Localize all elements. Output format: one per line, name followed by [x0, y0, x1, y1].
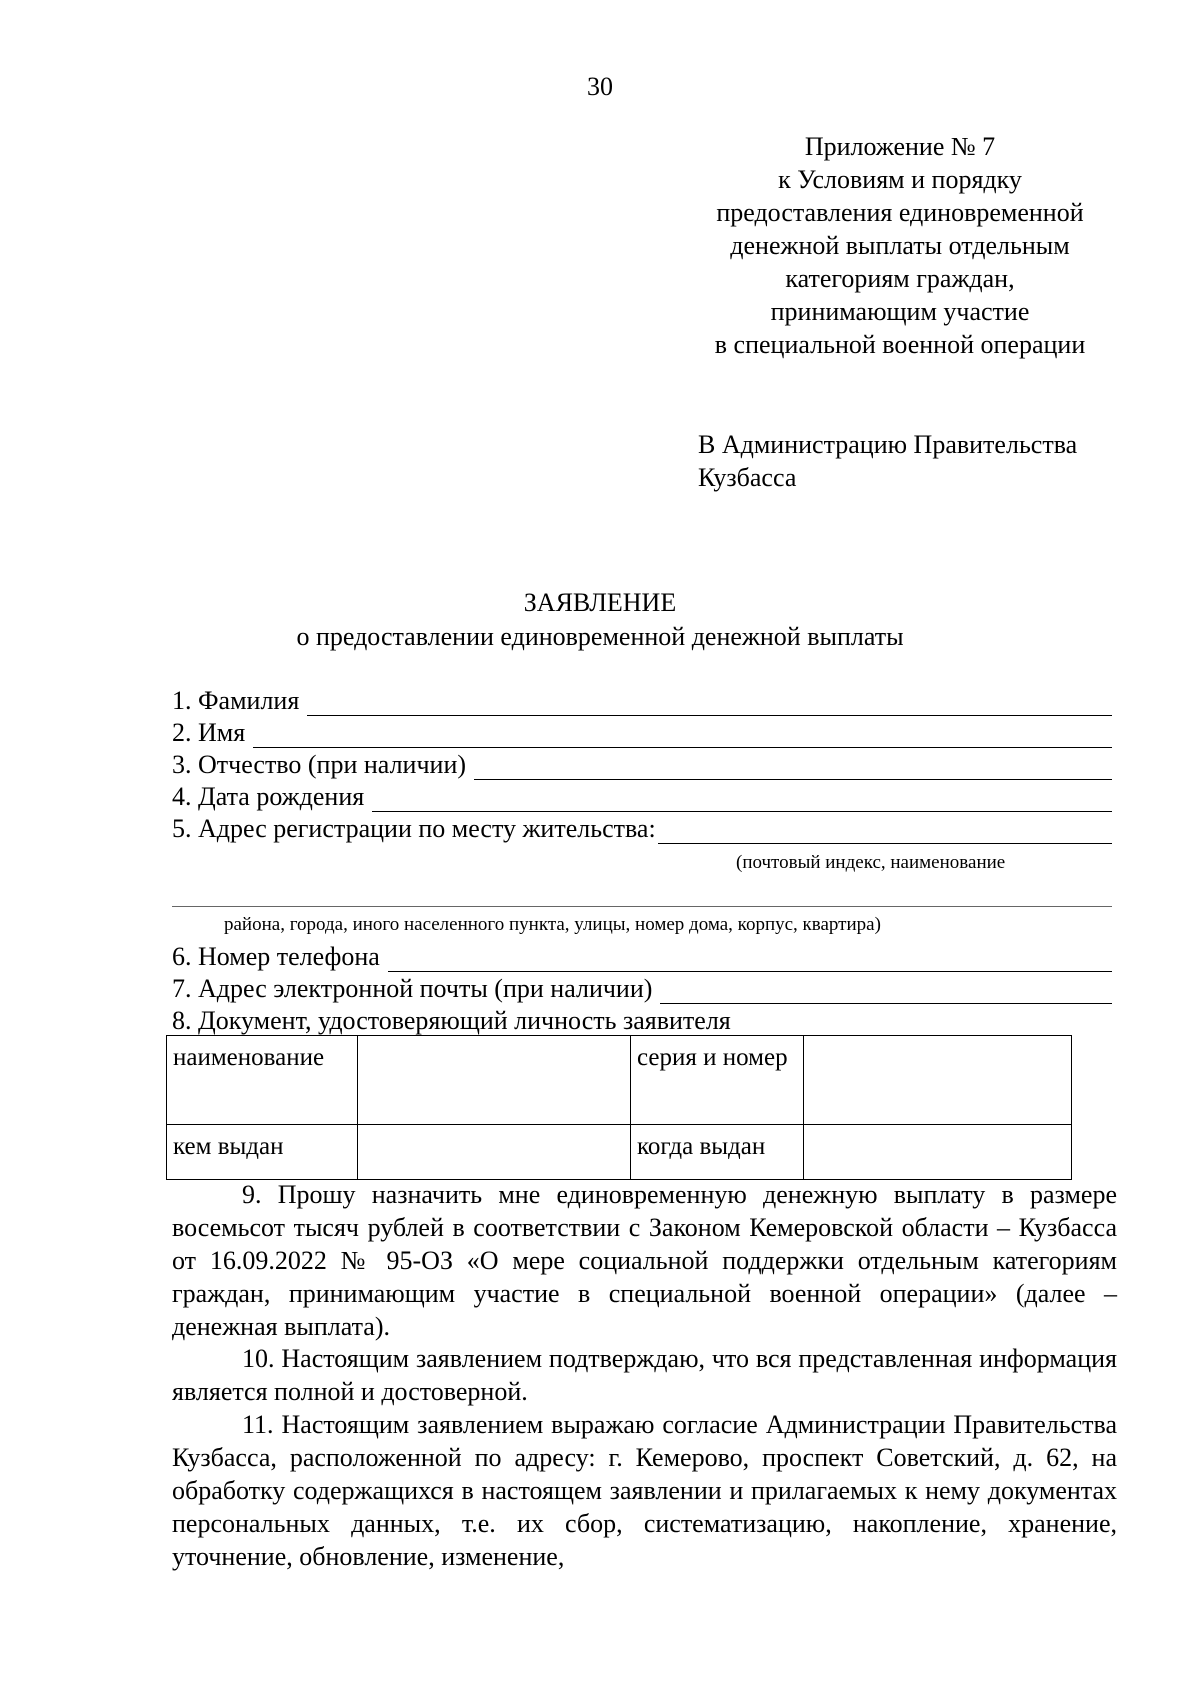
email-input-line[interactable]: [660, 981, 1112, 1004]
name-field[interactable]: [172, 716, 1112, 748]
doc-name-label: наименование: [167, 1036, 358, 1125]
phone-field[interactable]: [172, 940, 1112, 972]
paragraph-11: [172, 1408, 1117, 1573]
patronymic-field[interactable]: [172, 748, 1112, 780]
address-input-line[interactable]: [658, 821, 1112, 844]
birthdate-input-line[interactable]: [372, 789, 1112, 812]
document-title: ЗАЯВЛЕНИЕ: [523, 588, 677, 617]
doc-series-value[interactable]: [804, 1036, 1072, 1125]
paragraph-10: [172, 1342, 1117, 1408]
address-hint-2: района, города, иного населенного пункта, улицы, номер дома, корпус, квартира): [224, 914, 881, 935]
appendix-line: предоставления единовременной: [716, 198, 1084, 227]
surname-field[interactable]: [172, 684, 1112, 716]
table-row: [167, 1125, 1072, 1180]
table-row: [167, 1036, 1072, 1125]
doc-issued-by-label: кем выдан: [167, 1125, 358, 1180]
addressee-line: В Администрацию Правительства: [698, 430, 1078, 459]
doc-series-label: серия и номер: [631, 1036, 804, 1125]
email-field[interactable]: [172, 972, 1112, 1004]
appendix-line: в специальной военной операции: [714, 330, 1086, 359]
birthdate-field[interactable]: [172, 780, 1112, 812]
email-label: 7. Адрес электронной почты (при наличии): [172, 974, 653, 1003]
appendix-line: принимающим участие: [770, 297, 1030, 326]
id-document-table: [166, 1035, 1072, 1180]
appendix-line: денежной выплаты отдельным: [730, 231, 1070, 260]
address-label: 5. Адрес регистрации по месту жительства:: [172, 814, 656, 843]
addressee-line: Кузбасса: [698, 463, 797, 492]
surname-input-line[interactable]: [307, 693, 1112, 716]
paragraph-10-text: 10. Настоящим заявлением подтверждаю, что вся представленная информация является полной и достоверной.: [172, 1344, 1117, 1406]
name-input-line[interactable]: [253, 725, 1112, 748]
patronymic-label: 3. Отчество (при наличии): [172, 750, 467, 779]
patronymic-input-line[interactable]: [474, 757, 1112, 780]
appendix-line: категориям граждан,: [785, 264, 1015, 293]
appendix-line: Приложение № 7: [804, 132, 996, 161]
appendix-header: [680, 130, 1120, 361]
page-number: 30: [587, 72, 613, 101]
phone-label: 6. Номер телефона: [172, 942, 380, 971]
doc-issued-by-value[interactable]: [358, 1125, 631, 1180]
paragraph-11-text: 11. Настоящим заявлением выражаю согласие Администрации Правительства Кузбасса, расположенной по адресу: г. Кемерово, проспект Советский, д. 62, на обработку содержащихся в настоящем заявлении и прилагаемых к нему документах персональных данных, т.е. их сбор, систематизацию, накопление, хранение, уточнение, обновление, изменение,: [172, 1410, 1117, 1571]
address-field[interactable]: [172, 812, 1112, 844]
document-subtitle: о предоставлении единовременной денежной выплаты: [296, 622, 904, 651]
address-continuation-line[interactable]: [172, 906, 1112, 907]
paragraph-9: [172, 1178, 1117, 1343]
doc-issued-date-label: когда выдан: [631, 1125, 804, 1180]
phone-input-line[interactable]: [388, 949, 1112, 972]
paragraph-9-text: 9. Прошу назначить мне единовременную денежную выплату в размере восемьсот тысяч рублей в соответствии с Законом Кемеровской области – Кузбасса от 16.09.2022 № 95-ОЗ «О мере социальной поддержки отдельным категориям граждан, принимающим участие в специальной военной операции» (далее – денежная выплата).: [172, 1180, 1117, 1341]
id-document-heading: [172, 1004, 1112, 1036]
doc-name-value[interactable]: [358, 1036, 631, 1125]
birthdate-label: 4. Дата рождения: [172, 782, 365, 811]
address-hint-1: (почтовый индекс, наименование: [736, 852, 1006, 873]
addressee: [698, 428, 1077, 494]
doc-issued-date-value[interactable]: [804, 1125, 1072, 1180]
appendix-line: к Условиям и порядку: [778, 165, 1022, 194]
surname-label: 1. Фамилия: [172, 686, 300, 715]
id-document-label: 8. Документ, удостоверяющий личность заявителя: [172, 1006, 731, 1035]
name-label: 2. Имя: [172, 718, 246, 747]
